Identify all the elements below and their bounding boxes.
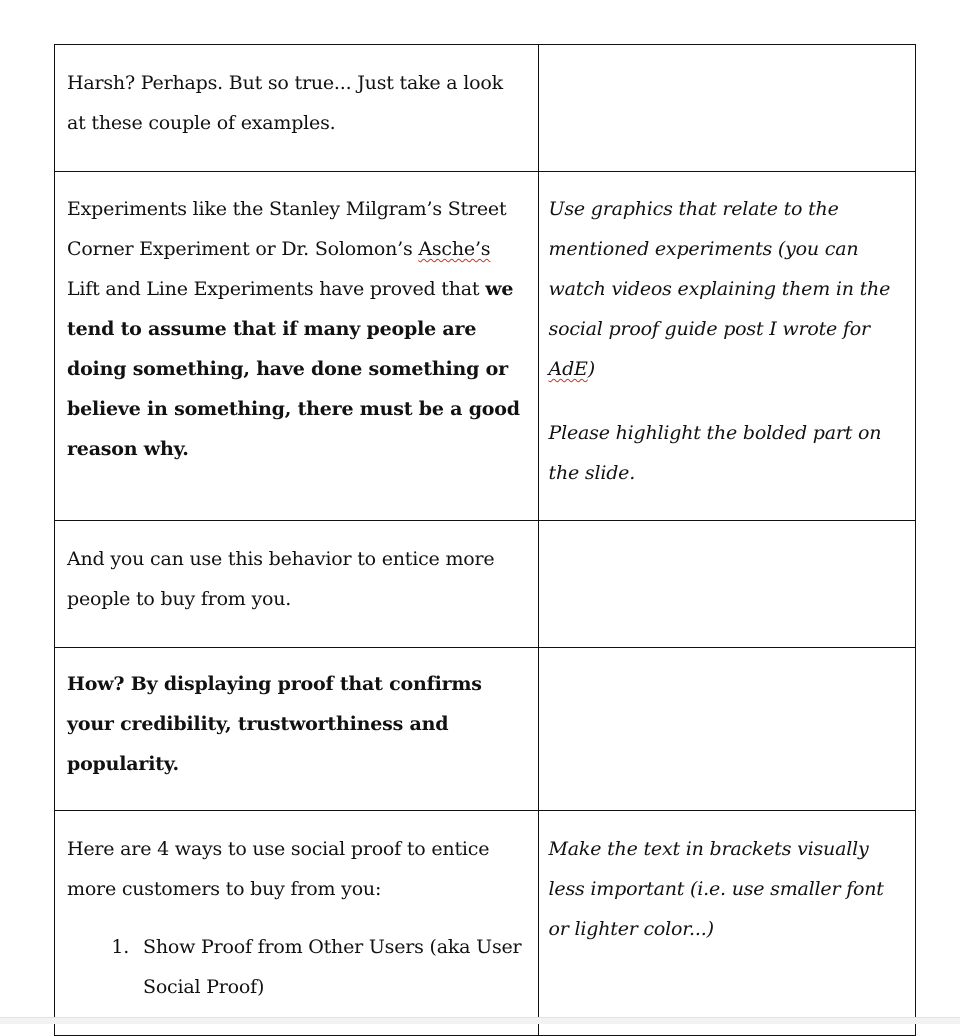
- narration-cell[interactable]: [55, 521, 539, 648]
- window-bottom-edge: [0, 1017, 960, 1024]
- narration-cell[interactable]: [55, 172, 539, 521]
- table-row: [55, 648, 916, 811]
- script-table: [54, 44, 916, 1036]
- table-row: [55, 45, 916, 172]
- notes-cell[interactable]: [538, 172, 915, 521]
- table-row: [55, 172, 916, 521]
- note-text: Make the text in brackets visually less important (i.e. use smaller font or lighter color...): [548, 838, 884, 940]
- narration-cell[interactable]: [55, 811, 539, 1036]
- bold-text: How? By displaying proof that confirms your credibility, trustworthiness and popularity.: [67, 673, 482, 775]
- narration-text: Experiments like the Stanley Milgram’s Street Corner Experiment or Dr. Solomon’s Asche’s Lift and Line Experiments have proved that we tend to assume that if many people are doing something, have done something or believe in something, there must be a good reason why.: [67, 198, 520, 460]
- table-row: [55, 521, 916, 648]
- ways-list: [67, 927, 526, 1007]
- narration-text: And you can use this behavior to entice more people to buy from you.: [67, 548, 495, 610]
- narration-text: Harsh? Perhaps. But so true... Just take a look at these couple of examples.: [67, 72, 503, 134]
- list-item: 1. Show Proof from Other Users (aka User Social Proof): [135, 927, 526, 1007]
- bold-text: we tend to assume that if many people are doing something, have done something or believe in something, there must be a good reason why.: [67, 278, 520, 460]
- note-text: Use graphics that relate to the mentioned experiments (you can watch videos explaining them in the social proof guide post I wrote for AdE): [548, 198, 891, 380]
- spellcheck-word[interactable]: AdE: [548, 358, 588, 380]
- table-row: [55, 811, 916, 1036]
- note-text: Please highlight the bolded part on the slide.: [548, 422, 882, 484]
- narration-cell[interactable]: [55, 648, 539, 811]
- notes-cell[interactable]: [538, 648, 915, 811]
- notes-cell[interactable]: [538, 811, 915, 1036]
- notes-cell[interactable]: [538, 521, 915, 648]
- spellcheck-word[interactable]: Asche’s: [418, 238, 491, 260]
- notes-cell[interactable]: [538, 45, 915, 172]
- narration-text: Here are 4 ways to use social proof to entice more customers to buy from you:: [67, 838, 490, 900]
- narration-cell[interactable]: [55, 45, 539, 172]
